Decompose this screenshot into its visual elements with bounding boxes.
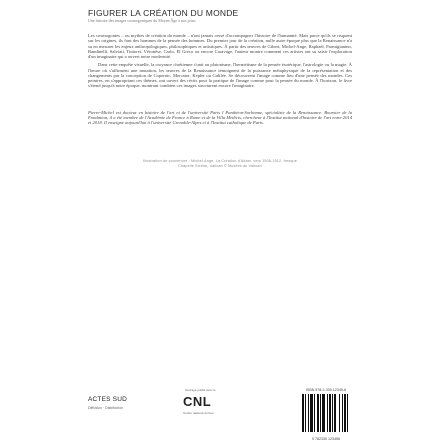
barcode-bar: [320, 394, 321, 432]
barcode-bar: [310, 394, 313, 432]
barcode-bar: [342, 394, 343, 432]
blurb-paragraph-1: Les cosmogonies – ou mythes de création du monde – n'ont jamais cessé d'accompagner l'histoire de l'humanité. Mais parce qu'ils se risquent sur les origines, ils font des hommes de la pensée des hommes. Du premier jour de la création, nulle autre époque plus que la Renaissance n'a su en mesurer les enjeux anthropologiques, philosophiques et artistiques. À partir des œuvres de Gibert, Michel-Ange, Raphaël, Parmigianino, Bandinelli, Salviati, Tintoret, Véronèse, Carlo, El Greco ou encore Caravage, l'auteur montre comment ces artistes ont su saisir l'exploration d'un imaginaire qui a ouvert notre modernité.: [88, 33, 352, 59]
author-bio: Pierre-Michel est docteur en histoire de l'art et de l'université Paris I Panthéon-Sorbonne, spécialiste de la Renaissance. Boursier de la Fondation, il a été membre de l'Académie de France à Rome et de la Villa Médicis, chercheur à l'Institut national d'histoire de l'art entre 2014 et 2018. Il enseigne aujourd'hui à l'université Grenoble-Alpes et à l'Institut catholique de Paris.: [88, 109, 352, 125]
barcode: [300, 388, 352, 442]
cover-credit-line-1: Illustration de couverture : Michel-Ange, La Création d'Adam, vers 1508-1512, fresque: [143, 158, 297, 163]
barcode-bar: [334, 394, 336, 432]
barcode-bar: [344, 394, 346, 432]
barcode-bar: [327, 394, 328, 432]
barcode-bar: [317, 394, 319, 432]
barcode-bar: [302, 394, 304, 432]
book-title: FIGURER LA CRÉATION DU MONDE: [88, 8, 239, 18]
barcode-bar: [322, 394, 325, 432]
barcode-bar: [305, 394, 306, 432]
book-subtitle: Une histoire des images cosmogoniques du Moyen Âge à nos jours: [88, 18, 196, 23]
barcode-bar: [332, 394, 333, 432]
cnl-caption-top: Ouvrage publié avec le: [185, 388, 216, 392]
barcode-bars-icon: [300, 394, 352, 432]
barcode-bar: [339, 394, 340, 432]
publisher-logos: [88, 388, 352, 444]
barcode-bar: [329, 394, 331, 432]
barcode-bar: [308, 394, 309, 432]
cnl-logo: CNL: [183, 394, 212, 409]
isbn-text: ISBN 978-2-330-12345-6: [305, 388, 347, 392]
isbn-digits: 9 782330 123456: [312, 437, 340, 441]
barcode-bar: [347, 394, 348, 432]
cnl-caption: Centre national du livre: [183, 411, 214, 415]
barcode-bar: [314, 394, 315, 432]
publisher-logo: ACTES SUD: [88, 396, 128, 403]
publisher-sub: Diffusion · Distribution: [88, 406, 124, 410]
cover-credits: [88, 159, 352, 169]
blurb-paragraph-2: Dans cette enquête visuelle, la croyance chrétienne s'unit au platonisme, l'hermétisme de la pensée ésotérique, l'astrologie ou la magie. À l'heure où s'affirment une mutation, les œuvres de la Renaissance témoignent de la puissance métaphysique de la représentation et des changements par la conception de Copernic, Mercator, Kepler ou Galilée. Se découvrent l'image comme lieu d'une pensée des mondes. Ces peintres, en s'appropriant ces thèmes, ont ouvert des récits pour la pratique de l'image comme pour la pensée du monde. À l'horizon, le livre s'étend jusqu'à notre époque, montrant combien ces images structurent encore l'imaginaire.: [88, 62, 352, 89]
cover-credit-line-2: Chapelle Sixtine, Vatican © Musées du Vatican: [178, 163, 262, 168]
